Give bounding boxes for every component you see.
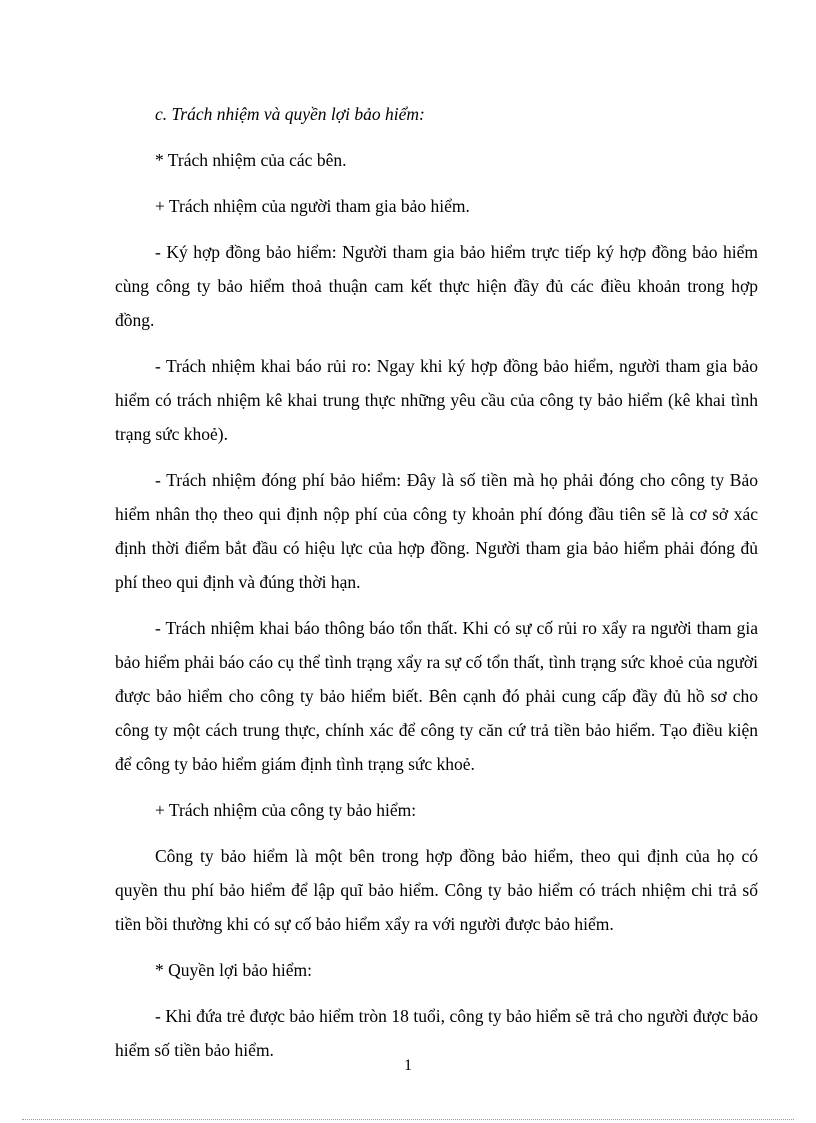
paragraph-premium-payment: - Trách nhiệm đóng phí bảo hiểm: Đây là số tiền mà họ phải đóng cho công ty Bảo hiểm nhân thọ theo qui định nộp phí của công ty khoản phí đóng đầu tiên sẽ là cơ sở xác định thời điểm bắt đầu có hiệu lực của hợp đồng. Người tham gia bảo hiểm phải đóng đủ phí theo qui định và đúng thời hạn.: [115, 470, 758, 592]
paragraph-insurer-duties: Công ty bảo hiểm là một bên trong hợp đồng bảo hiểm, theo qui định của họ có quyền thu phí bảo hiểm để lập quĩ bảo hiểm. Công ty bảo hiểm có trách nhiệm chi trả số tiền bồi thường khi có sự cố bảo hiểm xẩy ra với người được bảo hiểm.: [115, 846, 758, 934]
page-number: 1: [404, 1057, 412, 1074]
paragraph-risk-declaration: - Trách nhiệm khai báo rủi ro: Ngay khi ký hợp đồng bảo hiểm, người tham gia bảo hiểm có trách nhiệm kê khai trung thực những yêu cầu của công ty bảo hiểm (kê khai tình trạng sức khoẻ).: [115, 356, 758, 444]
paragraph-benefit-payout: - Khi đứa trẻ được bảo hiểm tròn 18 tuổi, công ty bảo hiểm sẽ trả cho người được bảo hiểm số tiền bảo hiểm.: [115, 1006, 758, 1060]
subheading-participant-responsibilities: + Trách nhiệm của người tham gia bảo hiểm.: [155, 196, 470, 216]
paragraph-sign-contract: - Ký hợp đồng bảo hiểm: Người tham gia bảo hiểm trực tiếp ký hợp đồng bảo hiểm cùng công ty bảo hiểm thoả thuận cam kết thực hiện đầy đủ các điều khoản trong hợp đồng.: [115, 242, 758, 330]
paragraph-loss-notification: - Trách nhiệm khai báo thông báo tổn thất. Khi có sự cố rủi ro xẩy ra người tham gia bảo hiểm phải báo cáo cụ thể tình trạng xẩy ra sự cố tổn thất, tình trạng sức khoẻ của người được bảo hiểm cho công ty bảo hiểm biết. Bên cạnh đó phải cung cấp đầy đủ hồ sơ cho công ty một cách trung thực, chính xác để công ty căn cứ trả tiền bảo hiểm. Tạo điều kiện để công ty bảo hiểm giám định tình trạng sức khoẻ.: [115, 618, 758, 774]
subheading-insurance-benefits: * Quyền lợi bảo hiểm:: [155, 960, 313, 980]
subheading-insurer-responsibilities: + Trách nhiệm của công ty bảo hiểm:: [155, 800, 417, 820]
document-body: [115, 97, 758, 1079]
subheading-responsibilities: * Trách nhiệm của các bên.: [155, 150, 347, 170]
section-heading: c. Trách nhiệm và quyền lợi bảo hiểm:: [155, 104, 425, 124]
page-bottom-divider: [22, 1119, 794, 1120]
